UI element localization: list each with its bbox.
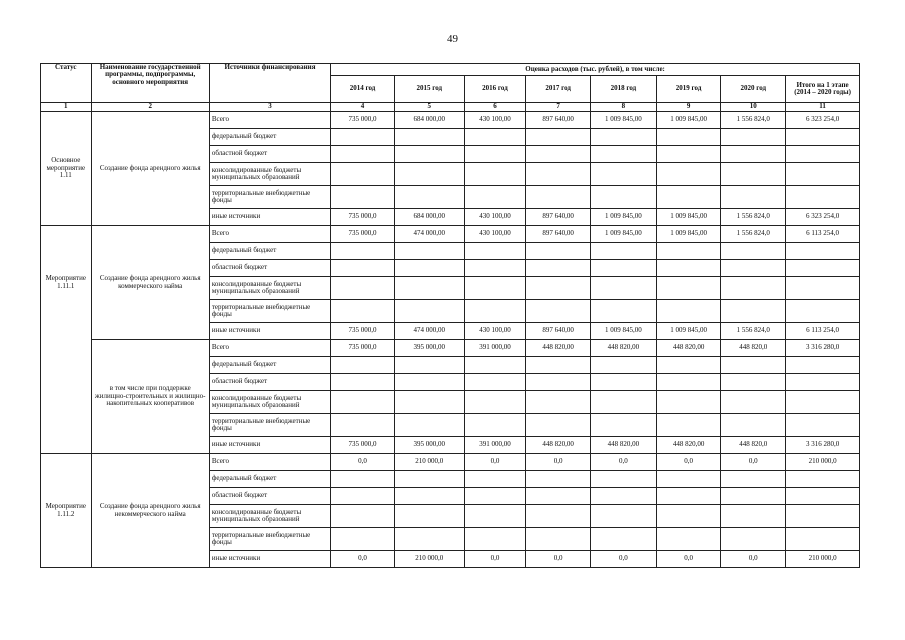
row-source: Всего: [209, 340, 330, 357]
row-value: 897 640,00: [526, 209, 591, 226]
column-number: 5: [394, 103, 464, 112]
row-value: [464, 146, 526, 163]
row-value: [591, 163, 657, 186]
row-value: 1 009 845,00: [656, 112, 721, 129]
row-value: 0,0: [591, 551, 657, 568]
row-value: [331, 243, 395, 260]
column-number: 9: [656, 103, 721, 112]
row-value: [786, 146, 860, 163]
row-value: [591, 129, 657, 146]
table-row: [41, 112, 860, 129]
row-value: 210 000,0: [394, 454, 464, 471]
row-value: [464, 163, 526, 186]
row-value: 735 000,0: [331, 226, 395, 243]
row-value: 3 316 280,0: [786, 437, 860, 454]
row-value: [331, 528, 395, 551]
row-value: [591, 277, 657, 300]
row-value: [394, 505, 464, 528]
row-value: [656, 391, 721, 414]
header-year: 2018 год: [591, 76, 657, 103]
row-value: [394, 129, 464, 146]
header-total: Итого на 1 этапе (2014 – 2020 годы): [786, 76, 860, 103]
row-value: [786, 471, 860, 488]
row-value: 210 000,0: [786, 551, 860, 568]
row-source: федеральный бюджет: [209, 243, 330, 260]
row-value: 1 009 845,00: [591, 226, 657, 243]
row-value: [526, 277, 591, 300]
row-value: [331, 146, 395, 163]
row-value: [656, 488, 721, 505]
row-source: иные источники: [209, 323, 330, 340]
row-value: [464, 505, 526, 528]
row-value: [394, 163, 464, 186]
row-value: 735 000,0: [331, 323, 395, 340]
row-value: [526, 374, 591, 391]
row-value: 1 556 824,0: [721, 209, 786, 226]
row-value: 430 100,00: [464, 209, 526, 226]
row-value: 430 100,00: [464, 323, 526, 340]
row-value: [786, 129, 860, 146]
row-value: 1 556 824,0: [721, 112, 786, 129]
row-value: 6 113 254,0: [786, 323, 860, 340]
row-source: областной бюджет: [209, 260, 330, 277]
row-value: [464, 129, 526, 146]
row-value: [464, 414, 526, 437]
row-value: 0,0: [526, 454, 591, 471]
row-value: 0,0: [464, 551, 526, 568]
row-source: территориальные внебюджетные фонды: [209, 186, 330, 209]
row-value: 1 556 824,0: [721, 226, 786, 243]
column-number: 8: [591, 103, 657, 112]
column-number: 11: [786, 103, 860, 112]
row-value: [786, 505, 860, 528]
header-year: 2014 год: [331, 76, 395, 103]
table-row: [41, 226, 860, 243]
row-value: [786, 277, 860, 300]
row-value: [526, 471, 591, 488]
row-status: Мероприятие 1.11.2: [41, 454, 92, 568]
row-value: 684 000,00: [394, 209, 464, 226]
row-source: иные источники: [209, 209, 330, 226]
row-value: [786, 300, 860, 323]
row-value: [331, 488, 395, 505]
row-value: [591, 374, 657, 391]
row-value: [786, 488, 860, 505]
table-row: [41, 340, 860, 357]
row-value: [464, 260, 526, 277]
row-value: 0,0: [526, 551, 591, 568]
row-value: [591, 146, 657, 163]
row-name: в том числе при поддержке жилищно-строительных и жилищно-накопительных кооперативов: [91, 340, 209, 454]
row-value: [721, 374, 786, 391]
row-value: [331, 300, 395, 323]
row-value: [394, 260, 464, 277]
page-number: 49: [447, 33, 458, 45]
row-source: областной бюджет: [209, 374, 330, 391]
header-year: 2020 год: [721, 76, 786, 103]
column-number: 7: [526, 103, 591, 112]
row-value: 448 820,0: [721, 437, 786, 454]
row-status: Мероприятие 1.11.1: [41, 226, 92, 340]
row-value: 430 100,00: [464, 226, 526, 243]
row-value: [721, 243, 786, 260]
row-value: 735 000,0: [331, 340, 395, 357]
row-value: [526, 414, 591, 437]
row-value: [786, 243, 860, 260]
row-value: [656, 471, 721, 488]
row-value: [394, 357, 464, 374]
row-value: 0,0: [656, 551, 721, 568]
row-value: [656, 260, 721, 277]
row-value: [464, 277, 526, 300]
row-value: [591, 505, 657, 528]
row-source: иные источники: [209, 437, 330, 454]
row-value: [331, 129, 395, 146]
row-value: [721, 414, 786, 437]
row-value: [526, 186, 591, 209]
row-value: [394, 300, 464, 323]
row-value: [721, 300, 786, 323]
row-value: [591, 357, 657, 374]
row-value: [526, 260, 591, 277]
row-value: [721, 488, 786, 505]
row-value: 448 820,0: [721, 340, 786, 357]
row-value: [721, 277, 786, 300]
row-value: 1 009 845,00: [591, 112, 657, 129]
row-value: [591, 414, 657, 437]
row-source: иные источники: [209, 551, 330, 568]
row-value: [786, 528, 860, 551]
row-value: 735 000,0: [331, 437, 395, 454]
row-value: 0,0: [464, 454, 526, 471]
row-value: 474 000,00: [394, 226, 464, 243]
row-value: [656, 186, 721, 209]
row-value: [331, 414, 395, 437]
row-value: [464, 300, 526, 323]
header-status: Статус: [41, 64, 92, 103]
row-value: [464, 374, 526, 391]
row-value: [656, 374, 721, 391]
row-value: [331, 163, 395, 186]
row-value: 897 640,00: [526, 112, 591, 129]
row-value: [526, 129, 591, 146]
column-number: 2: [91, 103, 209, 112]
row-source: консолидированные бюджеты муниципальных образований: [209, 163, 330, 186]
row-source: федеральный бюджет: [209, 357, 330, 374]
row-value: [591, 300, 657, 323]
row-value: 0,0: [591, 454, 657, 471]
row-value: [394, 374, 464, 391]
column-number: 10: [721, 103, 786, 112]
row-value: 0,0: [721, 551, 786, 568]
row-value: [464, 528, 526, 551]
row-value: [464, 391, 526, 414]
row-value: [721, 260, 786, 277]
row-source: федеральный бюджет: [209, 471, 330, 488]
row-value: [786, 374, 860, 391]
row-value: 448 820,00: [526, 340, 591, 357]
row-source: Всего: [209, 454, 330, 471]
column-number: 4: [331, 103, 395, 112]
column-number: 1: [41, 103, 92, 112]
row-value: 1 009 845,00: [591, 323, 657, 340]
row-value: 0,0: [331, 551, 395, 568]
row-name: Создание фонда арендного жилья коммерческого найма: [91, 226, 209, 340]
row-value: [394, 277, 464, 300]
row-value: 6 323 254,0: [786, 112, 860, 129]
row-source: консолидированные бюджеты муниципальных образований: [209, 505, 330, 528]
row-source: областной бюджет: [209, 146, 330, 163]
row-value: [394, 471, 464, 488]
row-value: 395 000,00: [394, 437, 464, 454]
row-value: [721, 391, 786, 414]
row-value: [526, 243, 591, 260]
row-value: [526, 505, 591, 528]
header-name: Наименование государственной программы, подпрограммы, основного мероприятия: [91, 64, 209, 103]
row-value: 684 000,00: [394, 112, 464, 129]
row-source: Всего: [209, 112, 330, 129]
row-source: федеральный бюджет: [209, 129, 330, 146]
row-value: 897 640,00: [526, 226, 591, 243]
row-value: [331, 186, 395, 209]
row-value: [331, 357, 395, 374]
row-value: 430 100,00: [464, 112, 526, 129]
row-source: консолидированные бюджеты муниципальных образований: [209, 277, 330, 300]
row-value: [464, 186, 526, 209]
row-value: [656, 414, 721, 437]
row-value: [786, 186, 860, 209]
row-value: 474 000,00: [394, 323, 464, 340]
row-value: 448 820,00: [656, 340, 721, 357]
header-year: 2017 год: [526, 76, 591, 103]
row-value: 448 820,00: [656, 437, 721, 454]
row-value: [394, 414, 464, 437]
row-value: [656, 357, 721, 374]
row-value: 1 009 845,00: [656, 209, 721, 226]
row-value: 395 000,00: [394, 340, 464, 357]
row-value: [656, 129, 721, 146]
row-value: [656, 505, 721, 528]
row-value: [721, 163, 786, 186]
row-value: 1 556 824,0: [721, 323, 786, 340]
row-value: [331, 471, 395, 488]
header-year: 2016 год: [464, 76, 526, 103]
row-value: [394, 146, 464, 163]
row-value: 897 640,00: [526, 323, 591, 340]
row-value: [526, 528, 591, 551]
row-status: [41, 340, 92, 454]
row-value: [721, 146, 786, 163]
row-value: [394, 186, 464, 209]
row-value: 1 009 845,00: [591, 209, 657, 226]
row-value: [464, 243, 526, 260]
row-value: [331, 505, 395, 528]
table-body: [41, 112, 860, 568]
row-value: [786, 414, 860, 437]
row-value: [591, 243, 657, 260]
row-value: [526, 488, 591, 505]
row-value: [464, 488, 526, 505]
row-value: [526, 163, 591, 186]
row-value: 735 000,0: [331, 209, 395, 226]
row-source: консолидированные бюджеты муниципальных образований: [209, 391, 330, 414]
column-number: 6: [464, 103, 526, 112]
header-year: 2015 год: [394, 76, 464, 103]
row-value: [721, 357, 786, 374]
table-row: [41, 454, 860, 471]
row-value: [721, 471, 786, 488]
row-value: [526, 357, 591, 374]
row-value: 6 113 254,0: [786, 226, 860, 243]
row-value: 1 009 845,00: [656, 323, 721, 340]
row-value: 448 820,00: [526, 437, 591, 454]
row-value: 391 000,00: [464, 437, 526, 454]
row-value: [331, 277, 395, 300]
row-source: Всего: [209, 226, 330, 243]
header-estimate: Оценка расходов (тыс. рублей), в том числе:: [331, 64, 860, 76]
row-value: [721, 186, 786, 209]
row-value: [331, 374, 395, 391]
row-value: [721, 129, 786, 146]
row-value: 448 820,00: [591, 437, 657, 454]
row-source: территориальные внебюджетные фонды: [209, 528, 330, 551]
row-value: [394, 488, 464, 505]
row-value: 210 000,0: [786, 454, 860, 471]
row-value: 1 009 845,00: [656, 226, 721, 243]
row-value: [394, 391, 464, 414]
row-value: 0,0: [656, 454, 721, 471]
row-value: [394, 243, 464, 260]
row-value: [786, 391, 860, 414]
row-value: [656, 163, 721, 186]
row-value: 391 000,00: [464, 340, 526, 357]
row-value: [331, 260, 395, 277]
row-value: [656, 243, 721, 260]
row-value: [786, 163, 860, 186]
row-value: [526, 300, 591, 323]
row-value: [591, 488, 657, 505]
row-value: [656, 528, 721, 551]
row-source: территориальные внебюджетные фонды: [209, 414, 330, 437]
row-value: [591, 471, 657, 488]
row-value: 3 316 280,0: [786, 340, 860, 357]
row-source: территориальные внебюджетные фонды: [209, 300, 330, 323]
row-name: Создание фонда арендного жилья некоммерческого найма: [91, 454, 209, 568]
row-value: [591, 260, 657, 277]
row-value: [656, 300, 721, 323]
column-number: 3: [209, 103, 330, 112]
row-value: [656, 146, 721, 163]
row-value: [331, 391, 395, 414]
row-value: [526, 391, 591, 414]
row-name: Создание фонда арендного жилья: [91, 112, 209, 226]
header-source: Источники финансирования: [209, 64, 330, 103]
row-value: [591, 528, 657, 551]
row-source: областной бюджет: [209, 488, 330, 505]
budget-table: [40, 63, 860, 568]
row-value: 0,0: [331, 454, 395, 471]
row-value: [394, 528, 464, 551]
row-value: [591, 186, 657, 209]
row-value: [721, 505, 786, 528]
row-status: Основное мероприятие 1.11: [41, 112, 92, 226]
row-value: [786, 357, 860, 374]
header-year: 2019 год: [656, 76, 721, 103]
row-value: 6 323 254,0: [786, 209, 860, 226]
row-value: [464, 357, 526, 374]
row-value: [721, 528, 786, 551]
row-value: [656, 277, 721, 300]
row-value: [591, 391, 657, 414]
row-value: 210 000,0: [394, 551, 464, 568]
row-value: [526, 146, 591, 163]
row-value: 0,0: [721, 454, 786, 471]
row-value: 448 820,00: [591, 340, 657, 357]
row-value: [786, 260, 860, 277]
row-value: [464, 471, 526, 488]
row-value: 735 000,0: [331, 112, 395, 129]
